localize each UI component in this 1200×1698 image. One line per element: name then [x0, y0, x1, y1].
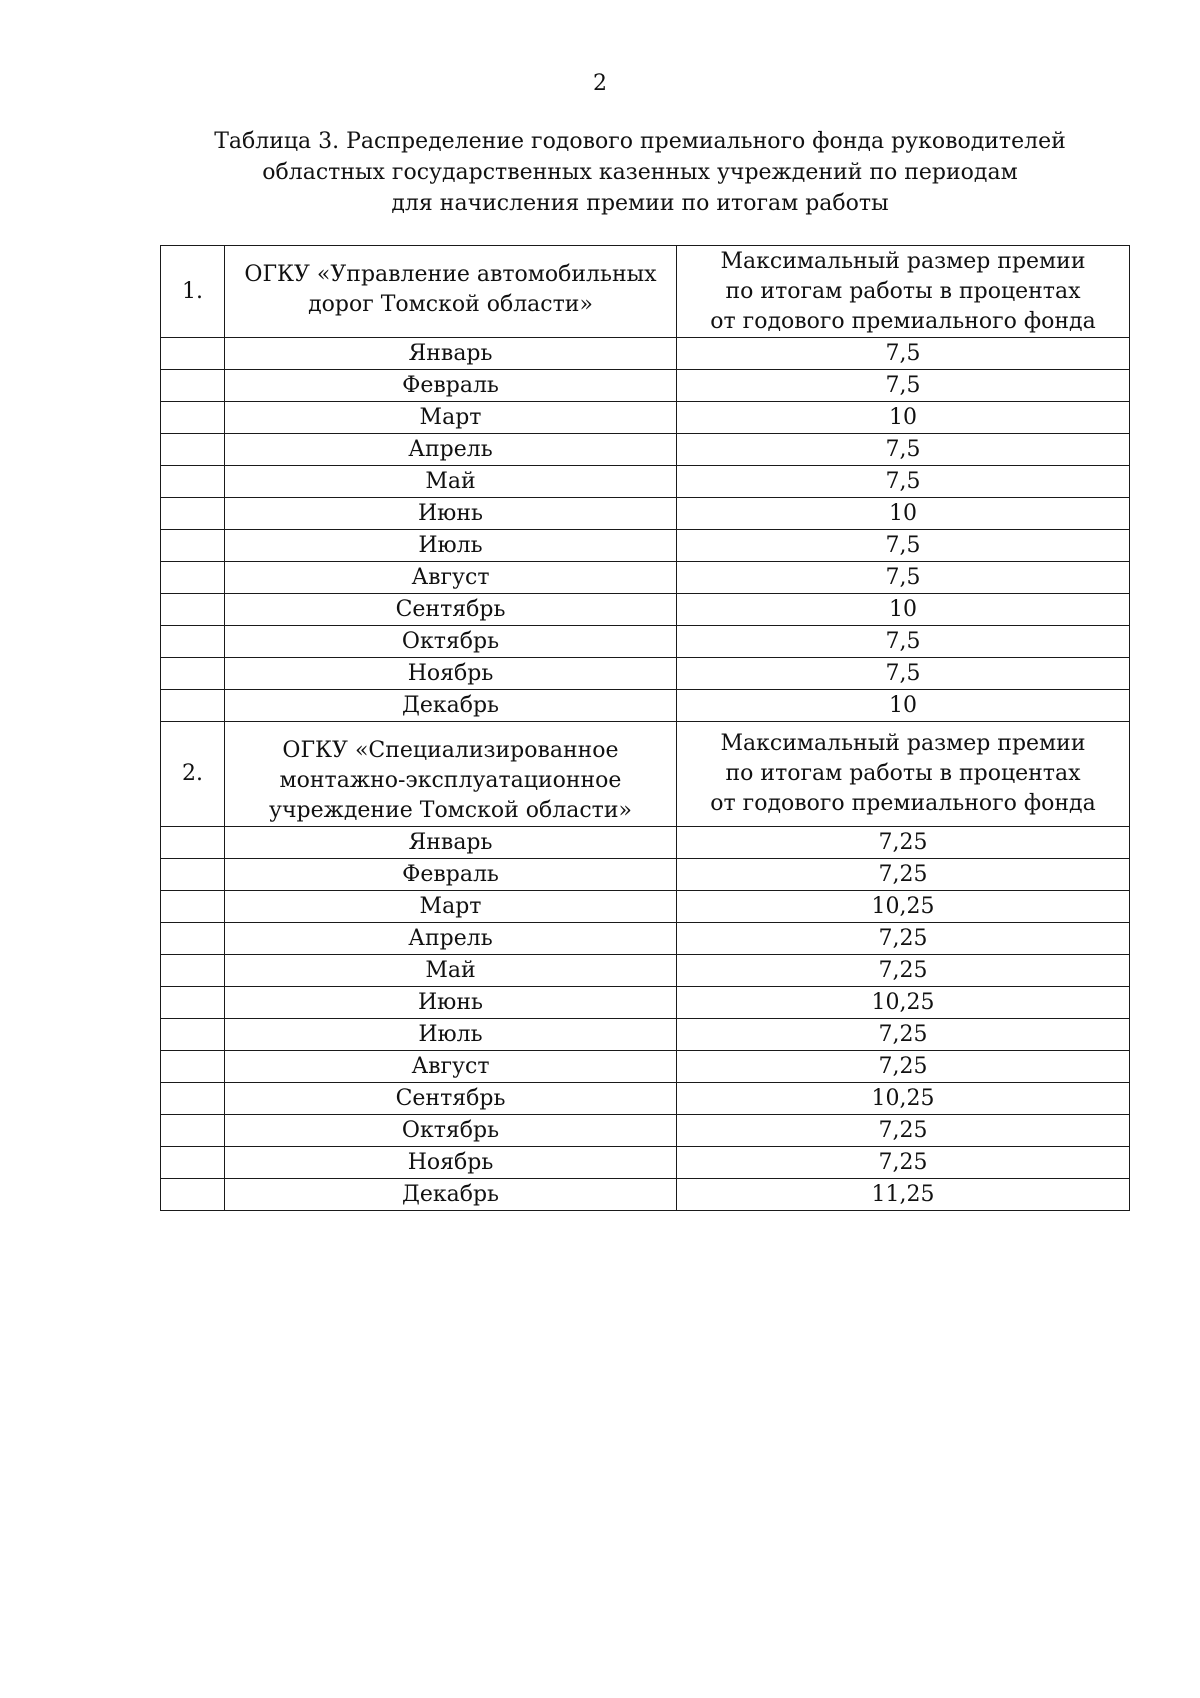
empty-number-cell — [161, 1147, 225, 1179]
percent-value-cell: 7,25 — [677, 859, 1130, 891]
percent-value-cell: 10,25 — [677, 891, 1130, 923]
empty-number-cell — [161, 562, 225, 594]
organization-name — [225, 246, 677, 338]
empty-number-cell — [161, 530, 225, 562]
empty-number-cell — [161, 434, 225, 466]
empty-number-cell — [161, 658, 225, 690]
organization-name-line: дорог Томской области» — [308, 292, 593, 317]
table-row — [161, 1147, 1130, 1179]
percent-value-cell: 10 — [677, 498, 1130, 530]
table-row — [161, 498, 1130, 530]
percent-value-cell: 7,25 — [677, 955, 1130, 987]
percent-value-cell: 7,25 — [677, 1019, 1130, 1051]
percent-value-cell: 7,5 — [677, 530, 1130, 562]
value-column-header — [677, 246, 1130, 338]
percent-value-cell: 7,5 — [677, 370, 1130, 402]
table-row — [161, 891, 1130, 923]
table-row — [161, 827, 1130, 859]
bonus-distribution-table — [160, 245, 1130, 1211]
table-row — [161, 1083, 1130, 1115]
value-column-header-line: Максимальный размер премии — [720, 731, 1086, 756]
month-cell: Сентябрь — [225, 594, 677, 626]
table-title-line: для начисления премии по итогам работы — [391, 191, 889, 216]
percent-value-cell: 7,5 — [677, 626, 1130, 658]
month-cell: Июль — [225, 530, 677, 562]
empty-number-cell — [161, 466, 225, 498]
empty-number-cell — [161, 987, 225, 1019]
table-row — [161, 434, 1130, 466]
organization-name-line: ОГКУ «Управление автомобильных — [244, 262, 657, 287]
empty-number-cell — [161, 690, 225, 722]
table-title — [160, 126, 1120, 219]
month-cell: Февраль — [225, 859, 677, 891]
table-row — [161, 1115, 1130, 1147]
empty-number-cell — [161, 859, 225, 891]
table-row — [161, 626, 1130, 658]
section-header-row — [161, 722, 1130, 827]
table-row — [161, 594, 1130, 626]
table-row — [161, 658, 1130, 690]
month-cell: Апрель — [225, 923, 677, 955]
month-cell: Август — [225, 1051, 677, 1083]
empty-number-cell — [161, 955, 225, 987]
month-cell: Ноябрь — [225, 658, 677, 690]
table-row — [161, 466, 1130, 498]
table-row — [161, 690, 1130, 722]
table-title-line: областных государственных казенных учреждений по периодам — [262, 160, 1018, 185]
percent-value-cell: 7,25 — [677, 1147, 1130, 1179]
empty-number-cell — [161, 370, 225, 402]
percent-value-cell: 10 — [677, 402, 1130, 434]
value-column-header-line: от годового премиального фонда — [710, 308, 1096, 334]
percent-value-cell: 7,5 — [677, 562, 1130, 594]
empty-number-cell — [161, 594, 225, 626]
percent-value-cell: 7,25 — [677, 923, 1130, 955]
value-column-header-line: от годового премиального фонда — [710, 791, 1096, 816]
month-cell: Март — [225, 402, 677, 434]
table-row — [161, 859, 1130, 891]
month-cell: Октябрь — [225, 626, 677, 658]
percent-value-cell: 10 — [677, 690, 1130, 722]
table-body — [161, 246, 1130, 1211]
percent-value-cell: 10,25 — [677, 987, 1130, 1019]
table-row — [161, 955, 1130, 987]
table-row — [161, 370, 1130, 402]
page-number: 2 — [593, 71, 607, 96]
value-column-header-line: Максимальный размер премии — [720, 248, 1086, 274]
organization-name — [225, 722, 677, 827]
percent-value-cell: 7,25 — [677, 1051, 1130, 1083]
table-row — [161, 1179, 1130, 1211]
table-title-line: Таблица 3. Распределение годового премиального фонда руководителей — [214, 129, 1066, 154]
empty-number-cell — [161, 1019, 225, 1051]
organization-name-line: ОГКУ «Специализированное — [282, 738, 619, 763]
value-column-header-line: по итогам работы в процентах — [725, 278, 1081, 304]
month-cell: Октябрь — [225, 1115, 677, 1147]
table-row — [161, 923, 1130, 955]
month-cell: Сентябрь — [225, 1083, 677, 1115]
month-cell: Декабрь — [225, 690, 677, 722]
section-number: 1. — [161, 246, 225, 338]
month-cell: Ноябрь — [225, 1147, 677, 1179]
percent-value-cell: 7,5 — [677, 338, 1130, 370]
empty-number-cell — [161, 498, 225, 530]
empty-number-cell — [161, 1051, 225, 1083]
empty-number-cell — [161, 402, 225, 434]
month-cell: Август — [225, 562, 677, 594]
empty-number-cell — [161, 1083, 225, 1115]
percent-value-cell: 10,25 — [677, 1083, 1130, 1115]
table-row — [161, 338, 1130, 370]
section-number: 2. — [161, 722, 225, 827]
value-column-header-line: по итогам работы в процентах — [725, 761, 1081, 786]
table-row — [161, 562, 1130, 594]
empty-number-cell — [161, 338, 225, 370]
percent-value-cell: 7,25 — [677, 827, 1130, 859]
month-cell: Май — [225, 466, 677, 498]
month-cell: Июль — [225, 1019, 677, 1051]
percent-value-cell: 7,5 — [677, 434, 1130, 466]
month-cell: Июнь — [225, 987, 677, 1019]
month-cell: Декабрь — [225, 1179, 677, 1211]
month-cell: Май — [225, 955, 677, 987]
organization-name-line: учреждение Томской области» — [269, 798, 632, 823]
empty-number-cell — [161, 1179, 225, 1211]
month-cell: Январь — [225, 338, 677, 370]
empty-number-cell — [161, 891, 225, 923]
percent-value-cell: 10 — [677, 594, 1130, 626]
month-cell: Июнь — [225, 498, 677, 530]
percent-value-cell: 11,25 — [677, 1179, 1130, 1211]
table-row — [161, 1019, 1130, 1051]
section-header-row — [161, 246, 1130, 338]
empty-number-cell — [161, 923, 225, 955]
table-row — [161, 987, 1130, 1019]
percent-value-cell: 7,25 — [677, 1115, 1130, 1147]
month-cell: Январь — [225, 827, 677, 859]
empty-number-cell — [161, 827, 225, 859]
organization-name-line: монтажно-эксплуатационное — [279, 768, 622, 793]
table-row — [161, 402, 1130, 434]
table-row — [161, 530, 1130, 562]
percent-value-cell: 7,5 — [677, 466, 1130, 498]
table-row — [161, 1051, 1130, 1083]
empty-number-cell — [161, 626, 225, 658]
value-column-header — [677, 722, 1130, 827]
empty-number-cell — [161, 1115, 225, 1147]
month-cell: Февраль — [225, 370, 677, 402]
percent-value-cell: 7,5 — [677, 658, 1130, 690]
month-cell: Март — [225, 891, 677, 923]
month-cell: Апрель — [225, 434, 677, 466]
